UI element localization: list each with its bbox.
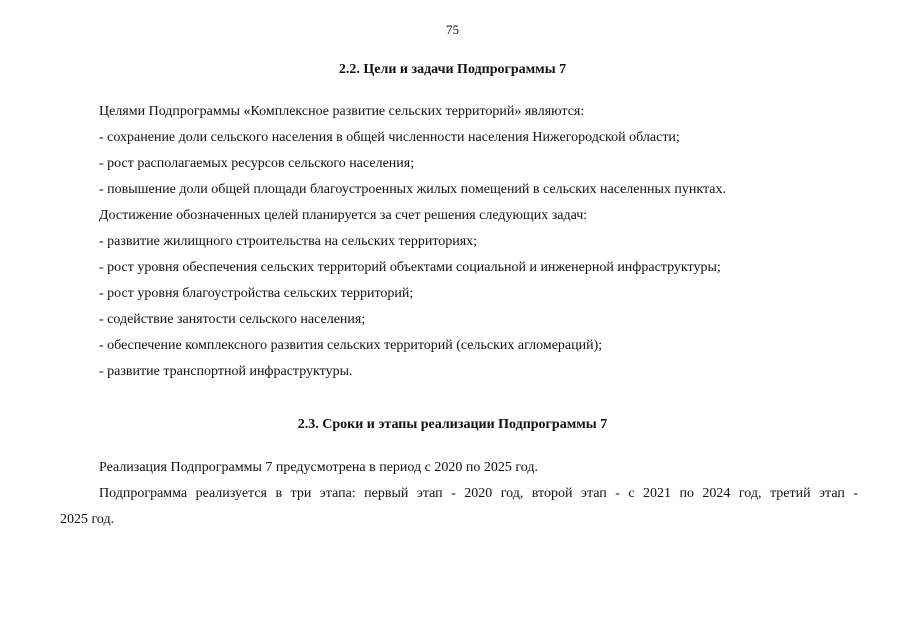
goal-item: - повышение доли общей площади благоустроенных жилых помещений в сельских населенных пунктах. — [99, 182, 727, 197]
goals-intro: Целями Подпрограммы «Комплексное развитие сельских территорий» являются: — [99, 104, 585, 119]
goal-item: - сохранение доли сельского населения в общей численности населения Нижегородской области; — [99, 130, 680, 145]
task-item: - содействие занятости сельского населения; — [99, 312, 366, 327]
tasks-intro: Достижение обозначенных целей планируется за счет решения следующих задач: — [99, 208, 588, 223]
task-item: - рост уровня обеспечения сельских территорий объектами социальной и инженерной инфраструктуры; — [99, 260, 721, 275]
section-heading-2-2: 2.2. Цели и задачи Подпрограммы 7 — [338, 62, 567, 77]
task-item: - развитие жилищного строительства на сельских территориях; — [99, 234, 478, 249]
stages-paragraph-line-1: Подпрограмма реализуется в три этапа: первый этап - 2020 год, второй этап - с 2021 по 2024 год, третий этап - — [99, 486, 858, 501]
section-heading-2-3: 2.3. Сроки и этапы реализации Подпрограммы 7 — [297, 417, 608, 432]
task-item: - рост уровня благоустройства сельских территорий; — [99, 286, 414, 301]
stages-paragraph-line-2: 2025 год. — [60, 512, 115, 527]
period-paragraph: Реализация Подпрограммы 7 предусмотрена в период с 2020 по 2025 год. — [99, 460, 538, 475]
task-item: - обеспечение комплексного развития сельских территорий (сельских агломераций); — [99, 338, 603, 353]
page-number: 75 — [446, 22, 459, 37]
task-item: - развитие транспортной инфраструктуры. — [99, 364, 353, 379]
goal-item: - рост располагаемых ресурсов сельского населения; — [99, 156, 415, 171]
